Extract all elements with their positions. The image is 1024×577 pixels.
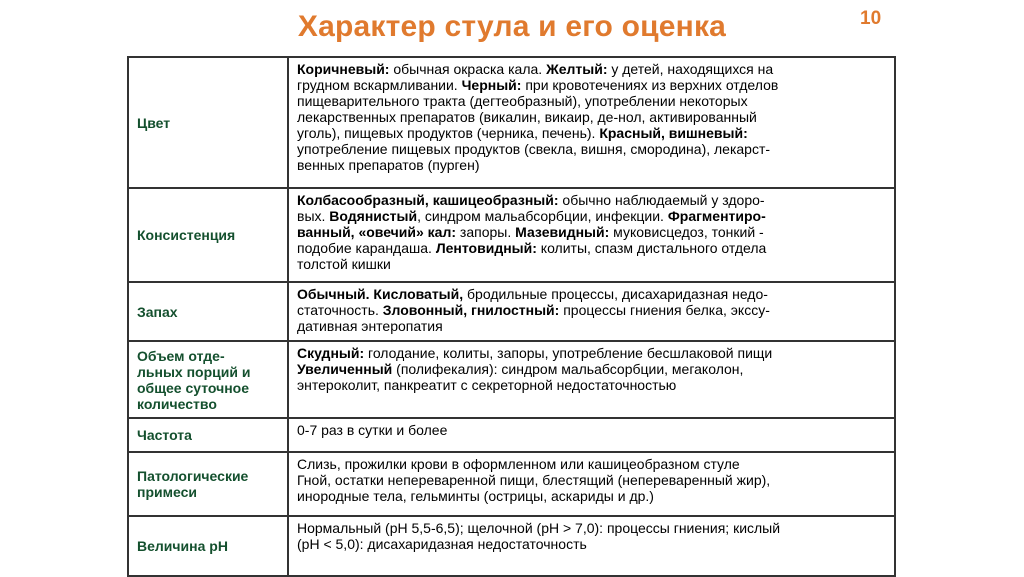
description-line bbox=[297, 208, 886, 224]
row-label-volume bbox=[128, 341, 288, 418]
description-line bbox=[297, 520, 886, 536]
table-row bbox=[128, 282, 895, 341]
description-line bbox=[297, 472, 886, 488]
description-line bbox=[297, 240, 886, 256]
row-description-ph bbox=[288, 516, 895, 576]
text-segment: инородные тела, гельминты (острицы, аскариды и др.) bbox=[297, 488, 654, 504]
bold-term: Лентовидный: bbox=[435, 240, 537, 256]
row-description-color bbox=[288, 57, 895, 188]
description-line bbox=[297, 422, 886, 438]
bold-term: Обычный. Кисловатый, bbox=[297, 286, 464, 302]
description-line bbox=[297, 224, 886, 240]
description-line bbox=[297, 61, 886, 77]
bold-term: Желтый: bbox=[546, 61, 608, 77]
text-segment: толстой кишки bbox=[297, 256, 391, 272]
text-segment: муковисцедоз, тонкий - bbox=[609, 224, 764, 240]
bold-term: Колбасообразный, кашицеобразный: bbox=[297, 192, 559, 208]
table-row bbox=[128, 516, 895, 576]
bold-term: Мазевидный: bbox=[515, 224, 610, 240]
text-segment: Нормальный (рН 5,5-6,5); щелочной (рН > 7,0): процессы гниения; кислый bbox=[297, 520, 781, 536]
description-line bbox=[297, 125, 886, 141]
bold-term: Коричневый: bbox=[297, 61, 390, 77]
text-segment: статочность. bbox=[297, 302, 383, 318]
bold-term: Красный, вишневый: bbox=[599, 125, 748, 141]
table-row bbox=[128, 57, 895, 188]
text-segment: уголь), пищевых продуктов (черника, печень). bbox=[297, 125, 600, 141]
text-segment: , синдром мальабсорбции, инфекции. bbox=[417, 208, 668, 224]
text-segment: обычная окраска кала. bbox=[389, 61, 547, 77]
row-description-frequency bbox=[288, 418, 895, 452]
bold-term: Скудный: bbox=[297, 345, 365, 361]
description-line bbox=[297, 93, 886, 109]
row-label-line: общее суточное bbox=[137, 379, 250, 396]
text-segment: употребление пищевых продуктов (свекла, вишня, смородина), лекарст- bbox=[297, 141, 771, 157]
row-description-smell bbox=[288, 282, 895, 341]
row-label-line: примеси bbox=[137, 484, 197, 500]
table-row bbox=[128, 341, 895, 418]
description-line bbox=[297, 157, 886, 173]
row-label-line: льных порций и bbox=[137, 363, 251, 380]
text-segment: лекарственных препаратов (викалин, викаир, де-нол, активированный bbox=[297, 109, 757, 125]
row-description-consistency bbox=[288, 188, 895, 282]
description-line bbox=[297, 361, 886, 377]
row-label-line: Объем отде- bbox=[137, 347, 225, 364]
text-segment: 0-7 раз в сутки и более bbox=[297, 422, 448, 438]
description-line bbox=[297, 286, 886, 302]
text-segment: колиты, спазм дистального отдела bbox=[536, 240, 767, 256]
description-line bbox=[297, 377, 886, 393]
table-row bbox=[128, 452, 895, 516]
stool-assessment-table bbox=[127, 56, 896, 577]
description-line bbox=[297, 109, 886, 125]
row-label-line: количество bbox=[137, 395, 217, 412]
row-description-impurities bbox=[288, 452, 895, 516]
text-segment: обычно наблюдаемый у здоро- bbox=[558, 192, 765, 208]
description-line bbox=[297, 141, 886, 157]
bold-term: Увеличенный bbox=[297, 361, 393, 377]
slide-title: Характер стула и его оценка bbox=[297, 10, 727, 43]
row-label-consistency: Консистенция bbox=[128, 188, 288, 282]
bold-term: Черный: bbox=[461, 77, 522, 93]
text-segment: (рН < 5,0): дисахаридазная недостаточность bbox=[297, 536, 587, 552]
table-row bbox=[128, 188, 895, 282]
description-line bbox=[297, 256, 886, 272]
bold-term: Фрагментиро- bbox=[667, 208, 766, 224]
text-segment: грудном вскармливании. bbox=[297, 77, 462, 93]
text-segment: подобие карандаша. bbox=[297, 240, 436, 256]
text-segment: у детей, находящихся на bbox=[607, 61, 774, 77]
text-segment: энтероколит, панкреатит с секреторной недостаточностью bbox=[297, 377, 677, 393]
bold-term: ванный, «овечий» кал: bbox=[297, 224, 457, 240]
text-segment: дативная энтеропатия bbox=[297, 318, 443, 334]
description-line bbox=[297, 536, 886, 552]
bold-term: Водянистый bbox=[329, 208, 418, 224]
description-line bbox=[297, 302, 886, 318]
description-line bbox=[297, 456, 886, 472]
row-label-impurities bbox=[128, 452, 288, 516]
row-label-smell: Запах bbox=[128, 282, 288, 341]
text-segment: при кровотечениях из верхних отделов bbox=[521, 77, 779, 93]
description-line bbox=[297, 488, 886, 504]
text-segment: Слизь, прожилки крови в оформленном или кашицеобразном стуле bbox=[297, 456, 740, 472]
description-line bbox=[297, 192, 886, 208]
description-line bbox=[297, 345, 886, 361]
text-segment: запоры. bbox=[456, 224, 516, 240]
row-label-line: Патологические bbox=[137, 468, 249, 484]
text-segment: вых. bbox=[297, 208, 330, 224]
row-label-frequency: Частота bbox=[128, 418, 288, 452]
table-row bbox=[128, 418, 895, 452]
text-segment: венных препаратов (пурген) bbox=[297, 157, 480, 173]
text-segment: (полифекалия): синдром мальабсорбции, мегаколон, bbox=[392, 361, 744, 377]
text-segment: пищеварительного тракта (дегтеобразный), употреблении некоторых bbox=[297, 93, 748, 109]
text-segment: бродильные процессы, дисахаридазная недо- bbox=[463, 286, 768, 302]
text-segment: голодание, колиты, запоры, употребление бесшлаковой пищи bbox=[364, 345, 773, 361]
description-line bbox=[297, 77, 886, 93]
text-segment: Гной, остатки непереваренной пищи, блестящий (непереваренный жир), bbox=[297, 472, 771, 488]
description-line bbox=[297, 318, 886, 334]
row-description-volume bbox=[288, 341, 895, 418]
page-number: 10 bbox=[860, 8, 882, 29]
text-segment: процессы гниения белка, экссу- bbox=[559, 302, 770, 318]
row-label-ph: Величина рН bbox=[128, 516, 288, 576]
row-label-color: Цвет bbox=[128, 57, 288, 188]
bold-term: Зловонный, гнилостный: bbox=[382, 302, 560, 318]
